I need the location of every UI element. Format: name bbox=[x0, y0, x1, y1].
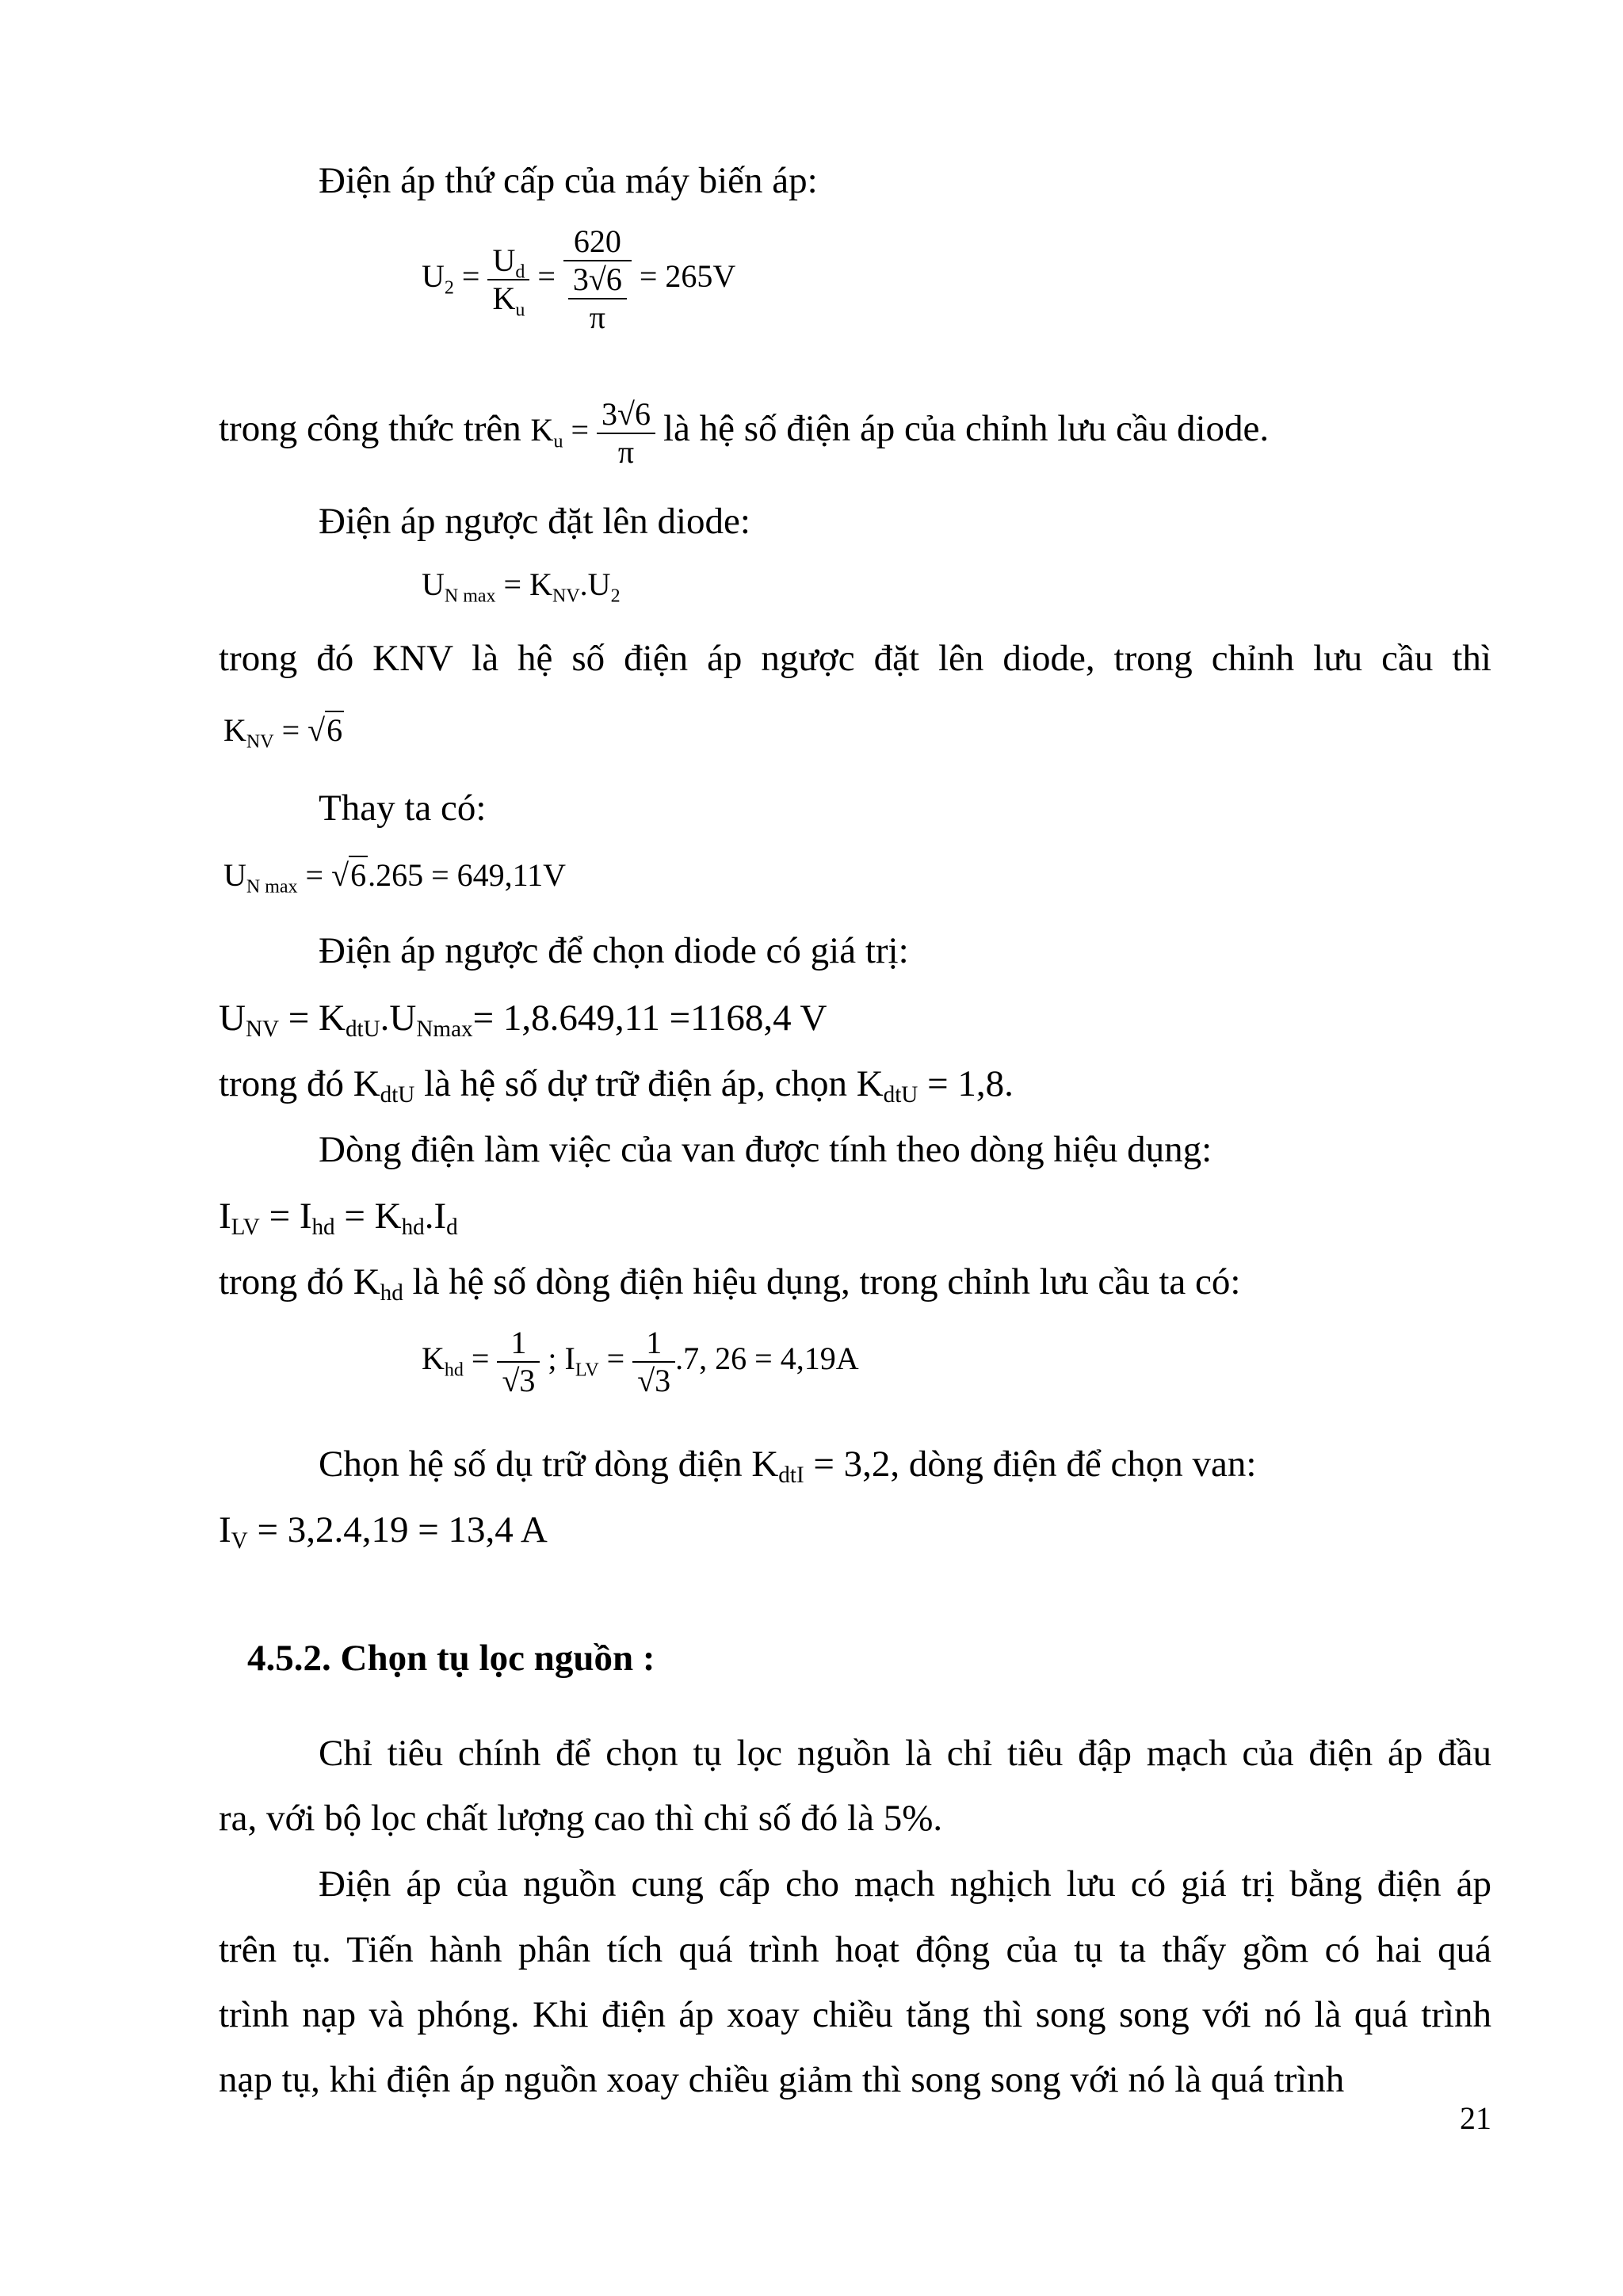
text-line-kdtu: trong đó $K_{dtU}$ là hệ số dự trữ điện áp, chọn $K_{dtU} = 1,8$. bbox=[219, 1063, 1014, 1108]
text-line-ilv: $I_{LV} = I_{hd} = K_{hd}.I_d$ bbox=[219, 1196, 458, 1241]
text-line: Điện áp ngược đặt lên diode: bbox=[319, 501, 750, 542]
equation-khd-ilv: $K_{hd}$ = $\frac{1}{√3}$ ; $I_{LV}$ = $\frac{1}{√3}$ .7, 26 = 4,19A bbox=[422, 1325, 859, 1398]
paragraph-line: Chỉ tiêu chính để chọn tụ lọc nguồn là chỉ tiêu đập mạch của điện áp đầu bbox=[319, 1733, 1491, 1774]
text-line: Điện áp thứ cấp của máy biến áp: bbox=[319, 160, 818, 201]
text-line-ku: trong công thức trên $K_u$ = $\frac{3√6}{\pi}$ là hệ số điện áp của chỉnh lưu cầu diode. bbox=[219, 396, 1270, 470]
equation-ku: $K_u$ = $\frac{3√6}{\pi}$ bbox=[531, 412, 663, 448]
text-line-kdti: Chọn hệ số dụ trữ dòng điện $K_{dtI} = 3,2$, dòng điện để chọn van: bbox=[319, 1444, 1257, 1489]
fraction-ud-ku: $\frac{U_d}{K_u}$ bbox=[487, 242, 529, 317]
paragraph-line: ra, với bộ lọc chất lượng cao thì chỉ số đó là 5%. bbox=[219, 1798, 943, 1839]
text-line-unv: $U_{NV} = K_{dtU}.U_{Nmax}= 1,8.649,11 =1168,4$ V bbox=[219, 997, 827, 1043]
paragraph-line: trình nạp và phóng. Khi điện áp xoay chiều tăng thì song song với nó là quá trình bbox=[219, 1994, 1491, 2035]
text-line-khd: trong đó $K_{hd}$ là hệ số dòng điện hiệu dụng, trong chỉnh lưu cầu ta có: bbox=[219, 1261, 1241, 1306]
section-heading: 4.5.2. Chọn tụ lọc nguồn : bbox=[247, 1638, 655, 1679]
equation-unmax-value: $U_{N max} = √6.265 = 649,11V$ bbox=[223, 857, 567, 898]
text-line-iv: $I_V = 3,2.4,19 = 13,4$ A bbox=[219, 1509, 548, 1554]
text-line: Điện áp ngược để chọn diode có giá trị: bbox=[319, 930, 909, 971]
equation-knv: $K_{NV} = √6$ bbox=[223, 712, 343, 753]
paragraph-line: nạp tụ, khi điện áp nguồn xoay chiều giảm thì song song với nó là quá trình bbox=[219, 2059, 1345, 2100]
paragraph-line: trên tụ. Tiến hành phân tích quá trình hoạt động của tụ ta thấy gồm có hai quá bbox=[219, 1929, 1491, 1970]
page-number: 21 bbox=[1460, 2100, 1491, 2136]
paragraph-line: Điện áp của nguồn cung cấp cho mạch nghịch lưu có giá trị bằng điện áp bbox=[319, 1863, 1491, 1905]
equation-u2: $U_2$ = $\frac{U_d}{K_u}$ = $\frac{620}{\frac{3√6}{\pi}}$ = 265V bbox=[422, 223, 736, 335]
equation-unmax: $U_{N max} = K_{NV}.U_2$ bbox=[422, 566, 621, 607]
text-line: Dòng điện làm việc của van được tính theo dòng hiệu dụng: bbox=[319, 1129, 1212, 1170]
text-line: Thay ta có: bbox=[319, 788, 487, 829]
fraction-620: $\frac{620}{\frac{3√6}{\pi}}$ bbox=[563, 223, 632, 336]
text-line: trong đó KNV là hệ số điện áp ngược đặt lên diode, trong chỉnh lưu cầu thì bbox=[219, 638, 1491, 679]
